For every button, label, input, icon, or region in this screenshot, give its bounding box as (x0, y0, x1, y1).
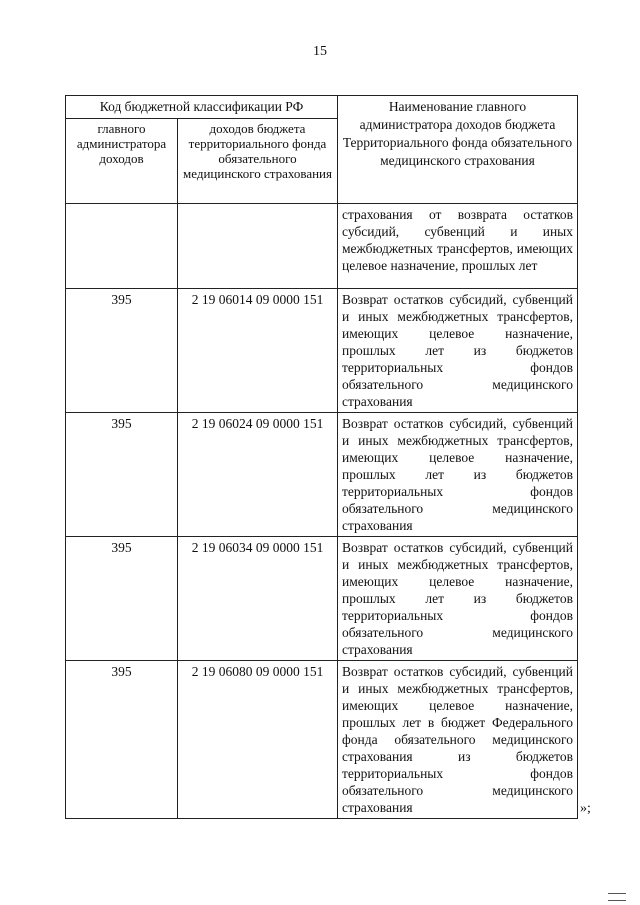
scan-edge-mark (608, 893, 626, 901)
admin-code-cell: 395 (66, 289, 178, 413)
name-cell: Возврат остатков субсидий, субвенций и иных межбюджетных трансфертов, имеющих целевое назначение, прошлых лет в бюджет Федерального фонда обязательного медицинского страхования из бюджетов территориальных фондов обязательного медицинского страхования (338, 661, 578, 819)
admin-code-cell: 395 (66, 537, 178, 661)
name-cell: Возврат остатков субсидий, субвенций и иных межбюджетных трансфертов, имеющих целевое назначение, прошлых лет из бюджетов территориальных фондов обязательного медицинского страхования (338, 289, 578, 413)
admin-code-cell: 395 (66, 661, 178, 819)
table-header-row (66, 96, 578, 119)
income-code-cell: 2 19 06024 09 0000 151 (178, 413, 338, 537)
table-row (66, 413, 578, 537)
closing-quote-mark: »; (580, 801, 591, 816)
income-code-cell: 2 19 06080 09 0000 151 (178, 661, 338, 819)
name-cell: Возврат остатков субсидий, субвенций и иных межбюджетных трансфертов, имеющих целевое назначение, прошлых лет из бюджетов территориальных фондов обязательного медицинского страхования (338, 413, 578, 537)
header-admin-name: Наименование главного администратора доходов бюджета Территориального фонда обязательного медицинского страхования (338, 96, 578, 204)
income-code-cell (178, 204, 338, 289)
admin-code-cell: 395 (66, 413, 178, 537)
admin-code-cell (66, 204, 178, 289)
table-row (66, 204, 578, 289)
header-admin-code: главного администратора доходов (66, 119, 178, 204)
header-income-code: доходов бюджета территориального фонда обязательного медицинского страхования (178, 119, 338, 204)
table-row (66, 289, 578, 413)
name-cell: страхования от возврата остатков субсидий, субвенций и иных межбюджетных трансфертов, имеющих целевое назначение, прошлых лет (338, 204, 578, 289)
income-code-cell: 2 19 06034 09 0000 151 (178, 537, 338, 661)
header-code-group: Код бюджетной классификации РФ (66, 96, 338, 119)
table-row (66, 537, 578, 661)
name-cell: Возврат остатков субсидий, субвенций и иных межбюджетных трансфертов, имеющих целевое назначение, прошлых лет из бюджетов территориальных фондов обязательного медицинского страхования (338, 537, 578, 661)
budget-classification-table (65, 95, 578, 819)
table-row (66, 661, 578, 819)
income-code-cell: 2 19 06014 09 0000 151 (178, 289, 338, 413)
page-number: 15 (313, 44, 327, 59)
